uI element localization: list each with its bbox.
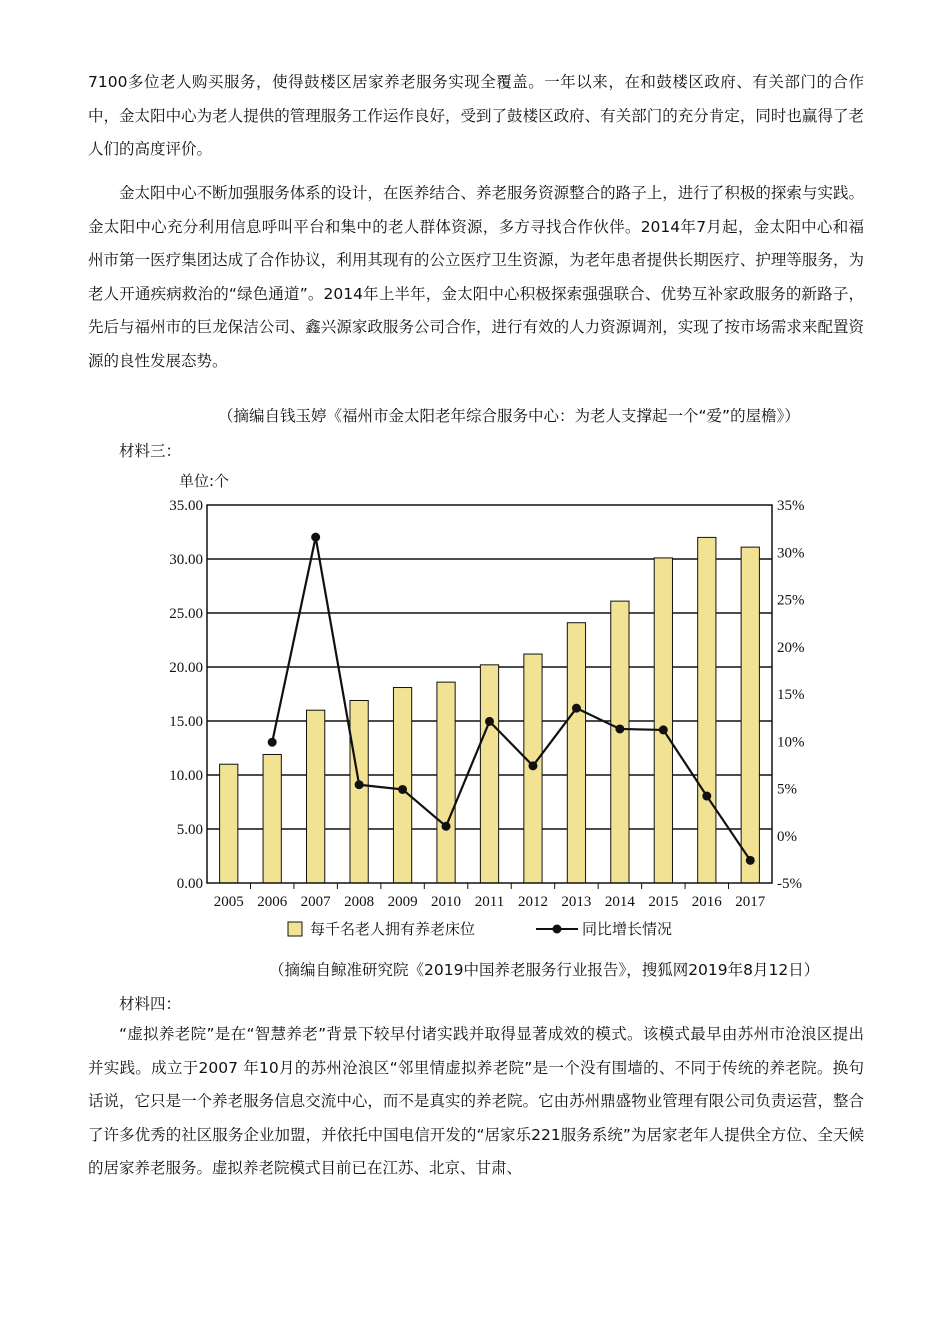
y-left-tick-label: 10.00 [169,768,203,784]
bar-2017 [741,547,759,883]
bar-2008 [350,700,368,883]
bar-2006 [263,754,281,883]
legend-line-marker [553,925,562,934]
material-three-label: 材料三： [119,442,182,460]
x-tick-label: 2007 [300,894,331,910]
bar-2007 [307,710,325,883]
y-left-tick-label: 35.00 [169,498,203,514]
y-left-tick-label: 20.00 [169,660,203,676]
growth-point-2016 [702,792,711,801]
y-right-tick-label: 20% [777,639,805,656]
bar-2013 [567,623,585,883]
bar-2005 [220,764,238,883]
paragraph-4: “虚拟养老院”是在“智慧养老”背景下较早付诸实践并取得显著成效的模式。该模式最早由苏州市沧浪区提出并实践。成立于2007 年10月的苏州沧浪区“邻里情虚拟养老院”是一个没有围墙的、不同于传统的养老院。换句话说，它只是一个养老服务信息交流中心，而不是真实的养老院。它由苏州鼎盛物业管理有限公司负责运营，整合了许多优秀的社区服务企业加盟，并依托中国电信开发的“居家乐221服务系统”为居家老年人提供全方位、全天候的居家养老服务。虚拟养老院模式目前已在江苏、北京、甘肃、 [88,1025,864,1177]
x-tick-label: 2006 [257,894,288,910]
y-right-tick-label: 0% [777,828,797,845]
unit-label: 单位:个 [179,472,230,490]
x-tick-label: 2005 [213,894,244,910]
x-tick-label: 2013 [561,894,592,910]
y-left-tick-label: 0.00 [176,876,203,892]
material-four-label: 材料四： [119,995,182,1013]
bar-2010 [437,682,455,883]
y-left-tick-label: 5.00 [176,822,203,838]
paragraph-2: 金太阳中心不断加强服务体系的设计，在医养结合、养老服务资源整合的路子上，进行了积极的探索与实践。金太阳中心充分利用信息呼叫平台和集中的老人群体资源，多方寻找合作伙伴。2014年7月起，金太阳中心和福州市第一医疗集团达成了合作协议，利用其现有的公立医疗卫生资源，为老年患者提供长期医疗、护理等服务，为老人开通疾病救治的“绿色通道”。2014年上半年，金太阳中心积极探索强强联合、优势互补家政服务的新路子，先后与福州市的巨龙保洁公司、鑫兴源家政服务公司合作，进行有效的人力资源调剂，实现了按市场需求来配置资源的良性发展态势。 [88,184,864,370]
bar-2016 [698,537,716,883]
growth-point-2017 [746,856,755,865]
growth-point-2011 [485,717,494,726]
y-left-tick-label: 15.00 [169,714,203,730]
y-left-tick-label: 25.00 [169,606,203,622]
x-tick-label: 2017 [735,894,766,910]
growth-point-2007 [311,533,320,542]
growth-point-2008 [355,780,364,789]
x-tick-label: 2012 [517,894,548,910]
source-citation-1: （摘编自钱玉婷《福州市金太阳老年综合服务中心：为老人支撑起一个“爱”的屋檐》） [218,407,800,425]
y-right-tick-label: 35% [777,498,805,514]
growth-point-2014 [615,724,624,733]
growth-point-2009 [398,785,407,794]
growth-point-2013 [572,704,581,713]
y-right-tick-label: 10% [777,734,805,751]
legend-bar-swatch [288,922,302,936]
growth-point-2006 [268,738,277,747]
chart-legend [288,920,672,938]
legend-line-label: 同比增长情况 [582,920,673,938]
y-right-tick-label: 5% [777,781,797,798]
chart-growth-line [268,533,755,865]
bar-2014 [611,601,629,883]
bar-2011 [480,665,498,883]
x-tick-label: 2016 [691,894,722,910]
paragraph-1: 7100多位老人购买服务，使得鼓楼区居家养老服务实现全覆盖。一年以来，在和鼓楼区政府、有关部门的合作中，金太阳中心为老人提供的管理服务工作运作良好，受到了鼓楼区政府、有关部门的充分肯定，同时也赢得了老人们的高度评价。 [88,73,864,158]
y-right-tick-label: 15% [777,687,805,703]
x-tick-label: 2015 [648,894,679,910]
y-right-tick-label: -5% [777,876,802,892]
x-tick-label: 2009 [387,894,418,910]
legend-bar-label: 每千名老人拥有养老床位 [310,920,476,938]
x-tick-label: 2011 [474,894,505,910]
growth-line [272,537,750,860]
x-tick-label: 2008 [344,894,375,910]
bed-growth-chart [150,470,810,950]
growth-point-2010 [442,822,451,831]
growth-point-2012 [528,761,537,770]
y-right-tick-label: 30% [777,545,805,562]
y-left-tick-label: 30.00 [169,552,203,568]
chart-bars [220,537,760,883]
x-tick-label: 2014 [604,894,635,910]
source-citation-2: （摘编自鲸准研究院《2019中国养老服务行业报告》，搜狐网2019年8月12日） [269,961,820,979]
growth-point-2015 [659,725,668,734]
bar-2015 [654,558,672,883]
x-tick-label: 2010 [431,894,462,910]
y-right-tick-label: 25% [777,592,805,609]
